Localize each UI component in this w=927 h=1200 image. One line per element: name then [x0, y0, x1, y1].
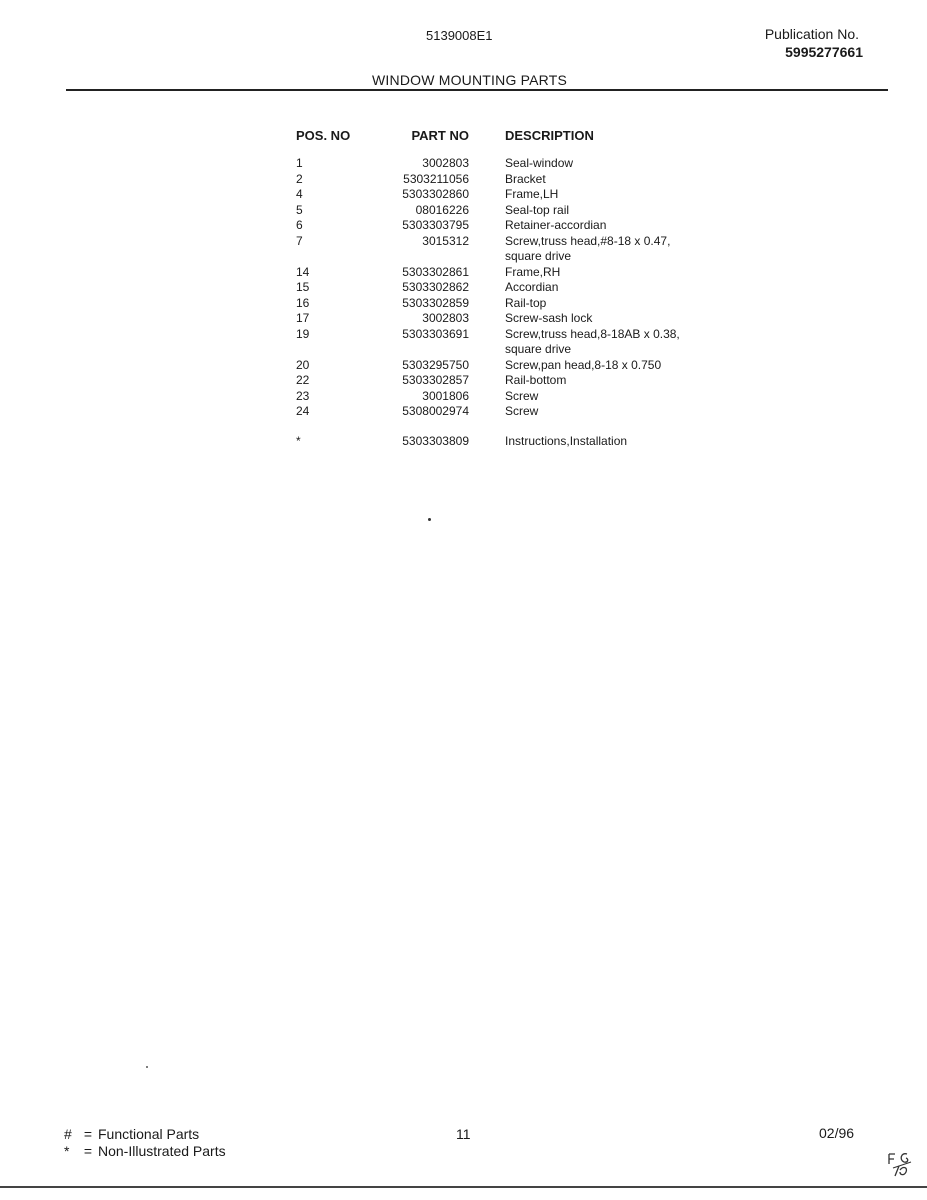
cell-description: Screw,truss head,#8-18 x 0.47,: [505, 233, 671, 248]
table-row: [296, 280, 735, 296]
cell-description: square drive: [505, 342, 572, 356]
footer-divider: [0, 1186, 927, 1188]
cell-part-number: 08016226: [415, 202, 469, 217]
page-number: 11: [456, 1126, 471, 1142]
cell-pos: 4: [296, 187, 303, 201]
publication-number: 5995277661: [785, 44, 863, 60]
legend-text: Functional Parts: [98, 1126, 200, 1142]
cell-pos: 5: [296, 202, 303, 217]
legend-symbol: *: [64, 1143, 70, 1159]
section-title: WINDOW MOUNTING PARTS: [372, 72, 568, 88]
cell-pos: 7: [296, 233, 303, 248]
legend-item-non-illustrated: [64, 1143, 226, 1160]
cell-description: Seal-top rail: [505, 202, 570, 217]
parts-table-body: [296, 156, 735, 449]
table-row: [296, 156, 735, 172]
cell-description: Screw: [505, 388, 539, 403]
cell-description: square drive: [505, 249, 572, 263]
cell-description: Instructions,Installation: [505, 433, 628, 448]
scan-speck: [146, 1066, 148, 1068]
cell-pos: 20: [296, 357, 310, 372]
cell-pos: 19: [296, 326, 310, 341]
cell-description: Screw-sash lock: [505, 311, 593, 325]
cell-pos: 24: [296, 404, 310, 418]
cell-part-number: 5308002974: [402, 404, 469, 418]
cell-pos: 14: [296, 264, 310, 279]
cell-part-number: 5303211056: [403, 171, 469, 186]
table-row: [296, 265, 735, 281]
table-header-row: [296, 128, 735, 156]
cell-part-number: 5303303809: [402, 433, 469, 448]
legend-item-functional: [64, 1126, 226, 1143]
table-row: [296, 203, 735, 219]
cell-part-number: [374, 342, 505, 358]
scan-speck: [428, 518, 431, 521]
table-row: [296, 420, 735, 450]
legend-equals: =: [83, 1143, 93, 1159]
cell-description: Screw,truss head,8-18AB x 0.38,: [505, 326, 680, 341]
cell-part-number: 5303295750: [402, 357, 469, 372]
cell-part-number: 5303302860: [402, 187, 469, 201]
cell-pos: 22: [296, 373, 310, 387]
publication-label: Publication No.: [764, 26, 859, 42]
cell-part-number: 5303302859: [402, 295, 469, 310]
column-header-part: PART NO: [411, 128, 469, 143]
table-row: [296, 311, 735, 327]
table-row: [296, 172, 735, 188]
cell-pos: 15: [296, 280, 310, 294]
cell-part-number: [374, 249, 505, 265]
cell-part-number: 5303302861: [402, 264, 469, 279]
cell-description: Seal-window: [505, 156, 574, 170]
column-header-pos: POS. NO: [296, 128, 351, 143]
cell-part-number: 5303302857: [402, 373, 469, 387]
cell-pos: 2: [296, 171, 303, 186]
table-row: [296, 358, 735, 374]
cell-pos: [296, 249, 374, 265]
cell-pos: *: [296, 433, 301, 448]
legend-text: Non-Illustrated Parts: [98, 1143, 226, 1159]
cell-pos: 17: [296, 311, 310, 325]
cell-description: Rail-top: [505, 295, 547, 310]
header-divider: [66, 89, 888, 91]
cell-description: Screw,pan head,8-18 x 0.750: [505, 357, 662, 372]
cell-description: Bracket: [505, 171, 546, 186]
table-row: [296, 389, 735, 405]
legend: [64, 1126, 226, 1160]
table-row: [296, 373, 735, 389]
table-row: [296, 296, 735, 312]
parts-table: [296, 128, 735, 449]
cell-part-number: 3015312: [422, 233, 469, 248]
cell-description: Frame,RH: [505, 264, 561, 279]
cell-pos: 16: [296, 295, 310, 310]
table-row: [296, 404, 735, 420]
cell-part-number: 3002803: [422, 311, 469, 325]
handwritten-initials: [885, 1148, 915, 1180]
legend-symbol: #: [64, 1126, 72, 1142]
cell-part-number: 5303303795: [402, 218, 469, 232]
revision-date: 02/96: [819, 1125, 855, 1141]
cell-description: Screw: [505, 404, 539, 418]
table-row: [296, 234, 735, 250]
cell-part-number: 5303303691: [402, 326, 469, 341]
table-row: [296, 218, 735, 234]
table-row: [296, 187, 735, 203]
legend-equals: =: [83, 1126, 93, 1142]
cell-description: Retainer-accordian: [505, 218, 607, 232]
table-row: [296, 342, 735, 358]
cell-description: Frame,LH: [505, 187, 559, 201]
cell-part-number: 3001806: [422, 388, 469, 403]
cell-part-number: 3002803: [422, 156, 469, 170]
table-row: [296, 249, 735, 265]
cell-description: Rail-bottom: [505, 373, 567, 387]
cell-pos: [296, 342, 374, 358]
document-number: 5139008E1: [426, 28, 493, 43]
cell-pos: 1: [296, 156, 303, 170]
column-header-description: DESCRIPTION: [505, 128, 594, 143]
cell-pos: 6: [296, 218, 303, 232]
table-row: [296, 327, 735, 343]
cell-part-number: 5303302862: [402, 280, 469, 294]
cell-description: Accordian: [505, 280, 559, 294]
cell-pos: 23: [296, 388, 310, 403]
